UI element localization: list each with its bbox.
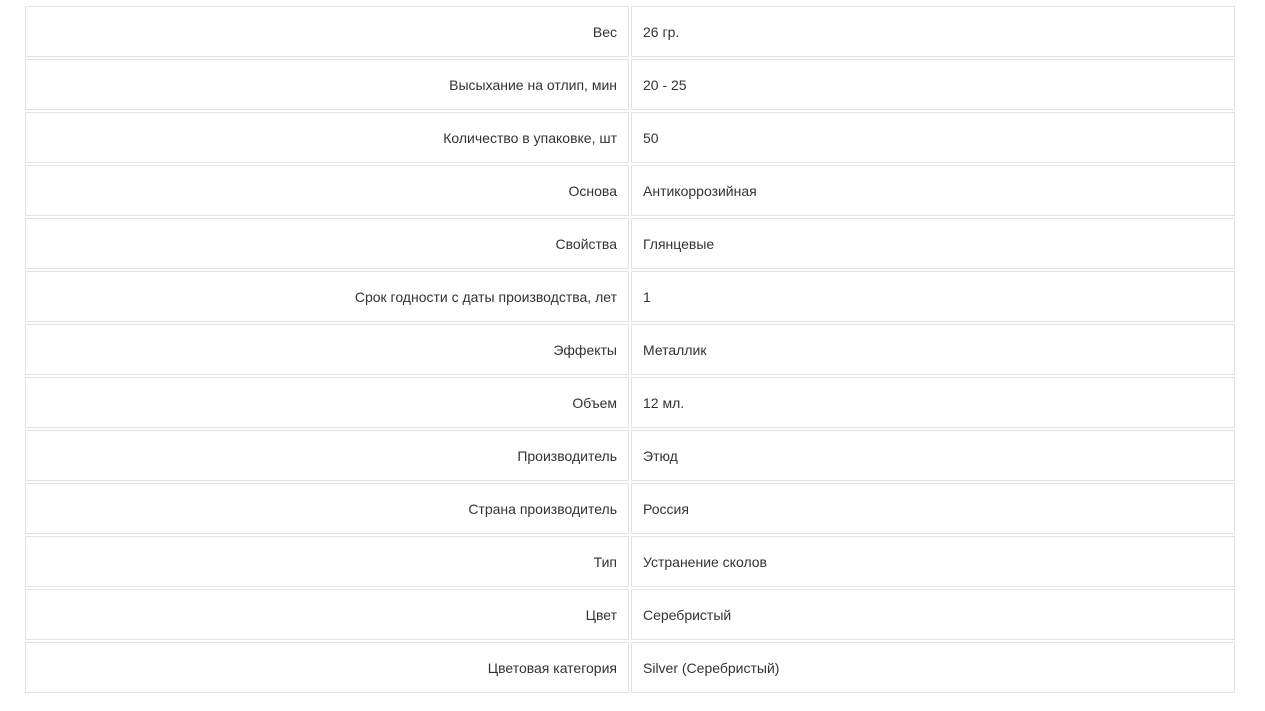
spec-value: Антикоррозийная	[631, 165, 1235, 216]
spec-row-type	[25, 536, 1235, 587]
spec-name: Высыхание на отлип, мин	[25, 59, 629, 110]
spec-value: Устранение сколов	[631, 536, 1235, 587]
spec-value: Глянцевые	[631, 218, 1235, 269]
spec-name: Страна производитель	[25, 483, 629, 534]
spec-name: Свойства	[25, 218, 629, 269]
spec-row-properties	[25, 218, 1235, 269]
spec-row-country	[25, 483, 1235, 534]
spec-name: Основа	[25, 165, 629, 216]
spec-row-effects	[25, 324, 1235, 375]
spec-row-drying-time	[25, 59, 1235, 110]
spec-row-volume	[25, 377, 1235, 428]
spec-name: Вес	[25, 6, 629, 57]
spec-value: 1	[631, 271, 1235, 322]
spec-name: Цвет	[25, 589, 629, 640]
spec-row-shelf-life	[25, 271, 1235, 322]
spec-value: Металлик	[631, 324, 1235, 375]
spec-name: Срок годности с даты производства, лет	[25, 271, 629, 322]
spec-value: 50	[631, 112, 1235, 163]
spec-value: Серебристый	[631, 589, 1235, 640]
spec-value: 20 - 25	[631, 59, 1235, 110]
spec-name: Количество в упаковке, шт	[25, 112, 629, 163]
spec-name: Эффекты	[25, 324, 629, 375]
spec-row-base	[25, 165, 1235, 216]
spec-name: Тип	[25, 536, 629, 587]
spec-row-manufacturer	[25, 430, 1235, 481]
spec-row-color	[25, 589, 1235, 640]
spec-value: Россия	[631, 483, 1235, 534]
spec-value: 26 гр.	[631, 6, 1235, 57]
spec-value: Этюд	[631, 430, 1235, 481]
product-specs-table	[25, 6, 1235, 695]
spec-name: Объем	[25, 377, 629, 428]
spec-row-weight	[25, 6, 1235, 57]
spec-name: Производитель	[25, 430, 629, 481]
spec-value: Silver (Серебристый)	[631, 642, 1235, 693]
spec-value: 12 мл.	[631, 377, 1235, 428]
spec-name: Цветовая категория	[25, 642, 629, 693]
spec-row-pack-quantity	[25, 112, 1235, 163]
spec-row-color-category	[25, 642, 1235, 693]
